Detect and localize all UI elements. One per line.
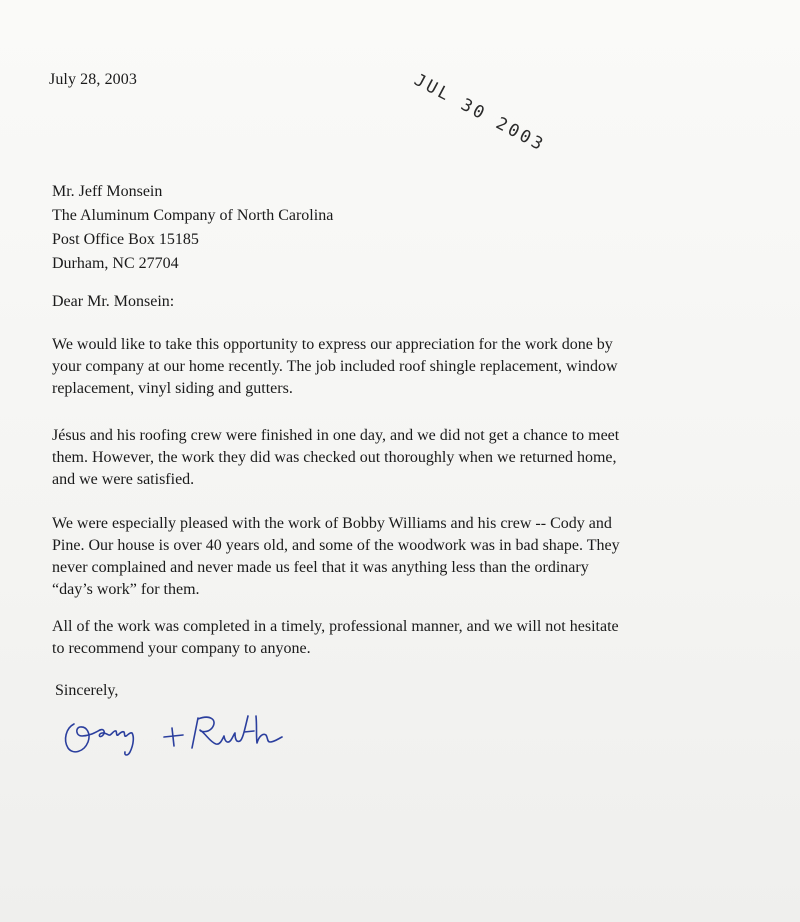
body-paragraph-2	[52, 425, 752, 491]
handwritten-signature	[60, 706, 310, 766]
paragraph-line: your company at our home recently. The job included roof shingle replacement, window	[52, 358, 618, 375]
paragraph-line: Pine. Our house is over 40 years old, and some of the woodwork was in bad shape. They	[52, 537, 620, 554]
paragraph-line: never complained and never made us feel that it was anything less than the ordinary	[52, 559, 589, 576]
signature-drawing	[60, 706, 310, 766]
received-date-stamp: JUL 30 2003	[410, 70, 549, 157]
closing: Sincerely,	[55, 682, 119, 699]
salutation: Dear Mr. Monsein:	[52, 293, 175, 310]
body-paragraph-3	[52, 513, 752, 601]
paragraph-line: We were especially pleased with the work of Bobby Williams and his crew -- Cody and	[52, 515, 612, 532]
paragraph-line: We would like to take this opportunity to express our appreciation for the work done by	[52, 336, 613, 353]
body-paragraph-4	[52, 616, 752, 660]
recipient-company: The Aluminum Company of North Carolina	[52, 207, 334, 224]
paragraph-line: Jésus and his roofing crew were finished in one day, and we did not get a chance to meet	[52, 427, 620, 444]
recipient-city-state-zip: Durham, NC 27704	[52, 255, 179, 272]
paragraph-line: All of the work was completed in a timely, professional manner, and we will not hesitate	[52, 618, 619, 635]
letter-date: July 28, 2003	[49, 71, 137, 88]
paragraph-line: them. However, the work they did was checked out thoroughly when we returned home,	[52, 449, 617, 466]
paragraph-line: and we were satisfied.	[52, 471, 195, 488]
recipient-po-box: Post Office Box 15185	[52, 231, 199, 248]
paragraph-line: replacement, vinyl siding and gutters.	[52, 380, 293, 397]
body-paragraph-1	[52, 334, 752, 400]
paragraph-line: “day’s work” for them.	[52, 581, 200, 598]
recipient-name: Mr. Jeff Monsein	[52, 183, 163, 200]
recipient-address-block	[52, 180, 333, 276]
paragraph-line: to recommend your company to anyone.	[52, 640, 311, 657]
